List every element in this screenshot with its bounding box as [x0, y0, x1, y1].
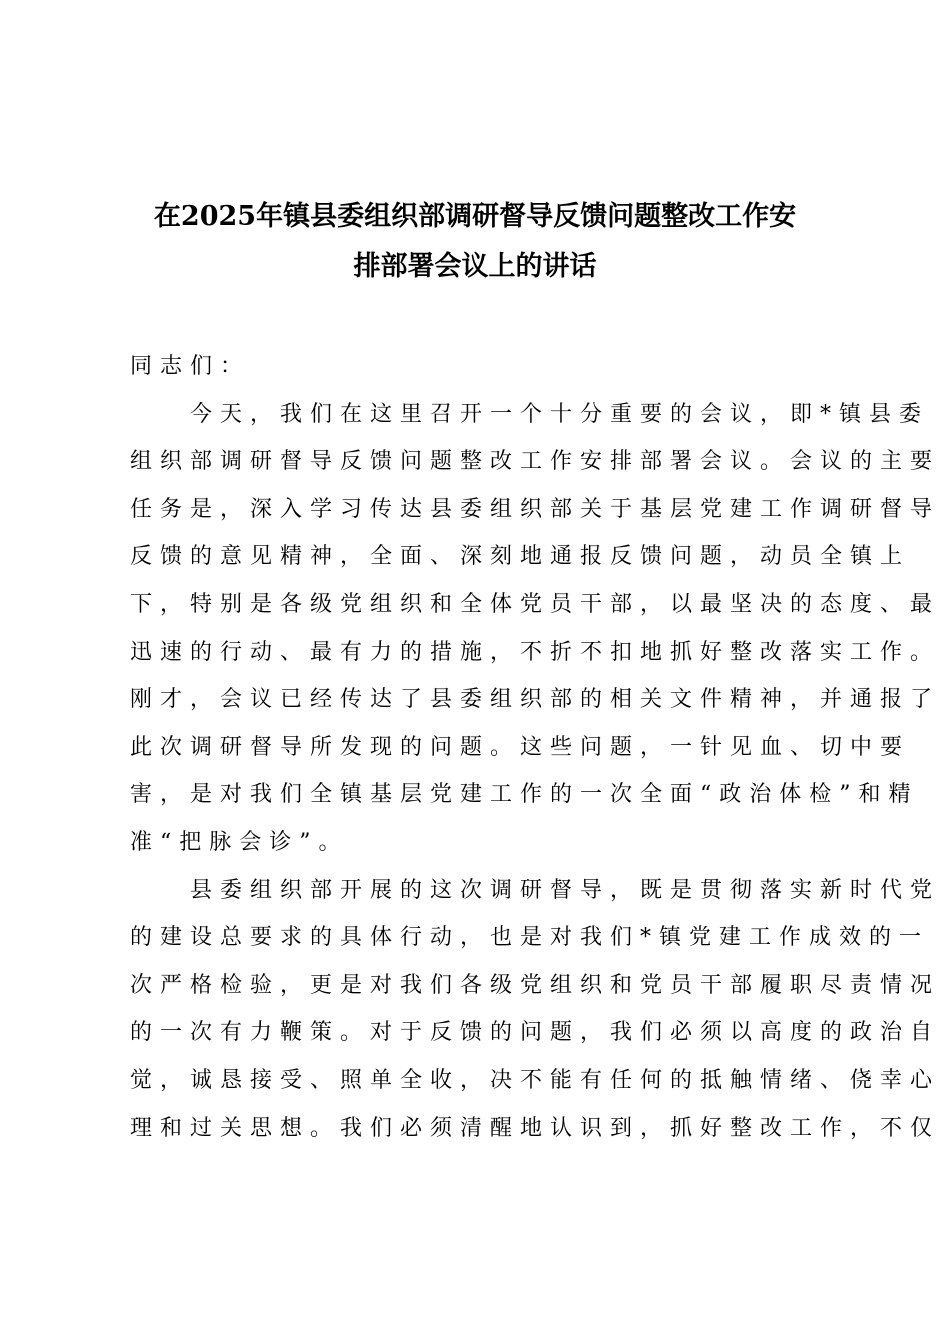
salutation: 同志们： — [130, 354, 251, 379]
text-line: 下，特别是各级党组织和全体党员干部，以最坚决的态度、最 — [130, 591, 941, 617]
text-line: 准“把脉会诊”。 — [130, 829, 349, 855]
text-line: 迅速的行动、最有力的措施，不折不扣地抓好整改落实工作。 — [130, 639, 941, 665]
paragraph-1 — [130, 391, 941, 867]
text-line: 觉，诚恳接受、照单全收，决不能有任何的抵触情绪、侥幸心 — [130, 1067, 941, 1093]
text-line: 的建设总要求的具体行动，也是对我们*镇党建工作成效的一 — [130, 925, 930, 951]
text-line: 反馈的意见精神，全面、深刻地通报反馈问题，动员全镇上 — [130, 544, 911, 570]
text-line: 理和过关思想。我们必须清醒地认识到，抓好整改工作，不仅 — [130, 1115, 941, 1141]
text-line: 今天，我们在这里召开一个十分重要的会议，即*镇县委 — [190, 401, 930, 427]
title-line: 排部署会议上的讲话 — [353, 251, 597, 282]
text-line: 的一次有力鞭策。对于反馈的问题，我们必须以高度的政治自 — [130, 1020, 941, 1046]
text-line: 任务是，深入学习传达县委组织部关于基层党建工作调研督导 — [130, 496, 941, 522]
text-line: 刚才，会议已经传达了县委组织部的相关文件精神，并通报了 — [130, 687, 941, 713]
text-line: 害，是对我们全镇基层党建工作的一次全面“政治体检”和精 — [130, 782, 919, 808]
text-line: 县委组织部开展的这次调研督导，既是贯彻落实新时代党 — [190, 877, 941, 903]
paragraph-2 — [130, 867, 941, 1153]
document-title — [0, 192, 950, 292]
title-line: 在2025年镇县委组织部调研督导反馈问题整改工作安 — [153, 201, 797, 232]
document-body — [130, 343, 941, 1152]
text-line: 此次调研督导所发现的问题。这些问题，一针见血、切中要 — [130, 734, 911, 760]
text-line: 次严格检验，更是对我们各级党组织和党员干部履职尽责情况 — [130, 972, 941, 998]
text-line: 组织部调研督导反馈问题整改工作安排部署会议。会议的主要 — [130, 449, 941, 475]
